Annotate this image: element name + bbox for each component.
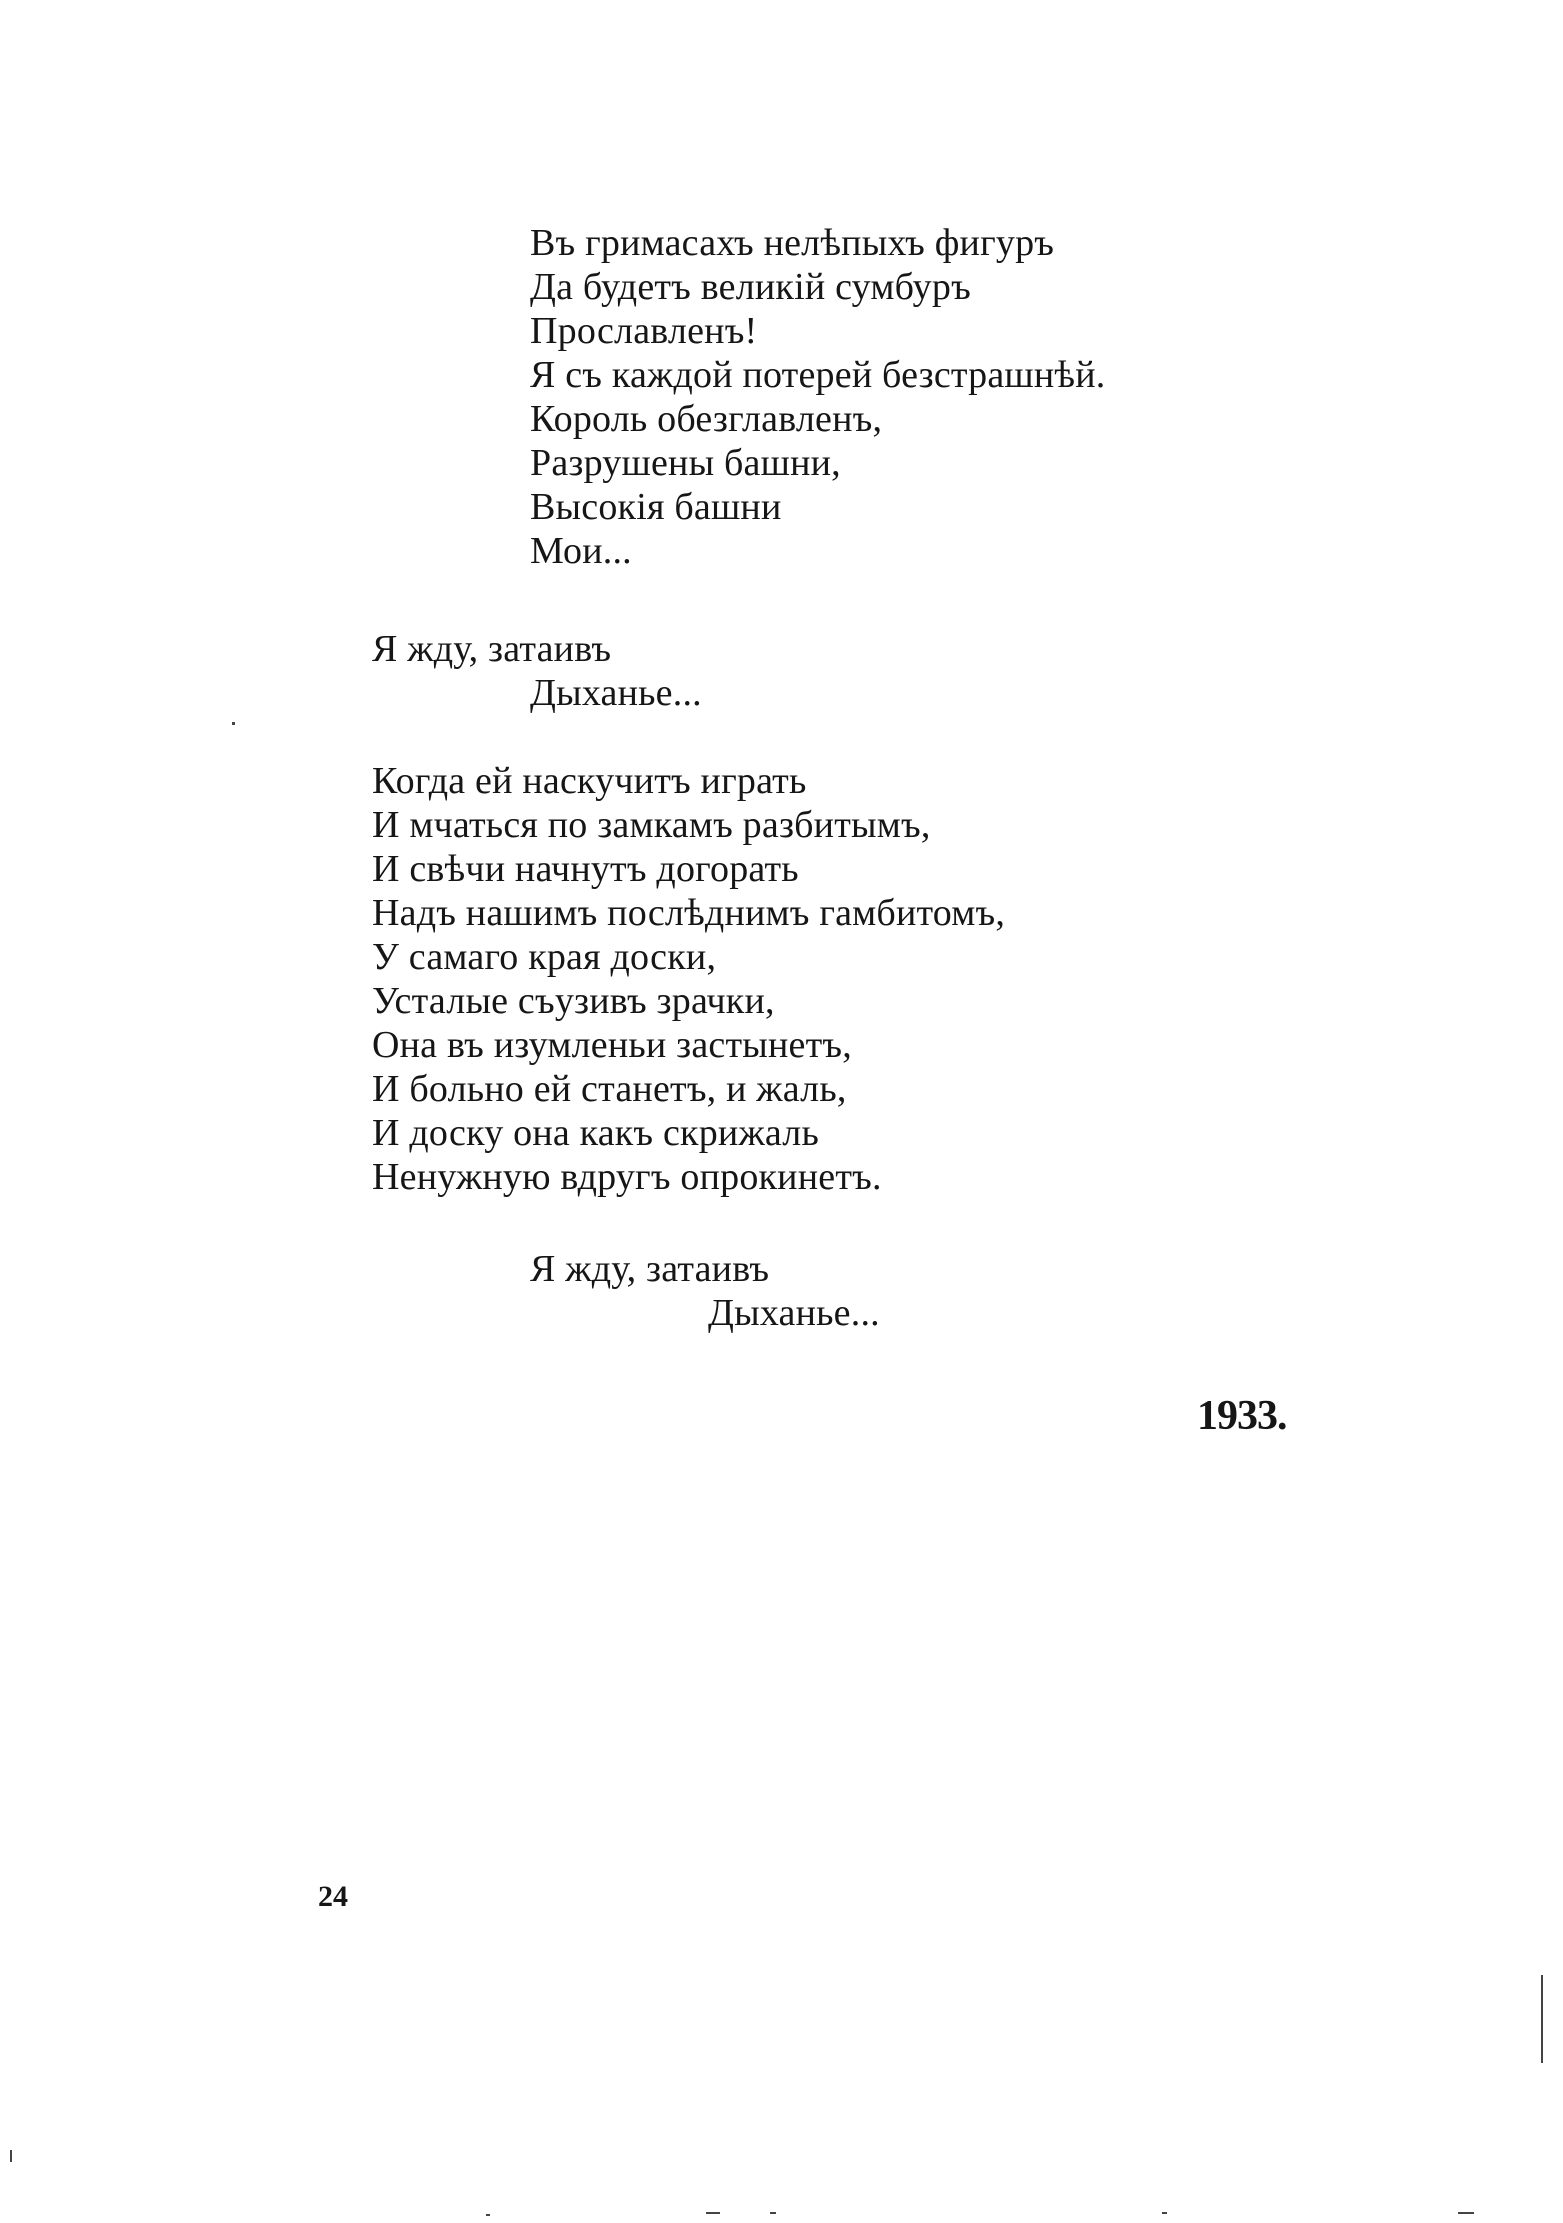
scan-speck — [232, 722, 235, 725]
refrain-1 — [372, 627, 702, 715]
verse-line: И мчаться по замкамъ разбитымъ, — [372, 804, 931, 846]
verse-line: Усталые съузивъ зрачки, — [372, 980, 775, 1022]
verse-line: Разрушены башни, — [530, 442, 841, 484]
verse-line: Прославленъ! — [530, 310, 758, 352]
verse-line: Она въ изумленьи застынетъ, — [372, 1024, 852, 1066]
refrain-line: Я жду, затаивъ — [372, 628, 612, 670]
verse-line: Въ гримасахъ нелѣпыхъ фигуръ — [530, 222, 1055, 264]
scan-speck — [486, 2214, 490, 2216]
refrain-line: Дыханье... — [530, 672, 702, 714]
verse-line: И свѣчи начнутъ догорать — [372, 848, 799, 890]
verse-line: И доску она какъ скрижаль — [372, 1112, 819, 1154]
verse-line: У самаго края доски, — [372, 936, 717, 978]
verse-line: Когда ей наскучитъ играть — [372, 760, 807, 802]
verse-line: Мои... — [530, 530, 632, 572]
refrain-line: Я жду, затаивъ — [530, 1248, 770, 1290]
refrain-line: Дыханье... — [708, 1292, 880, 1334]
verse-line: Надъ нашимъ послѣднимъ гамбитомъ, — [372, 892, 1006, 934]
scan-edge-line — [1541, 1975, 1543, 2063]
verse-line: Я съ каждой потерей безстрашнѣй. — [530, 354, 1106, 396]
scan-speck — [1458, 2212, 1474, 2214]
scan-speck — [706, 2212, 720, 2214]
poem-date: 1933. — [1197, 1393, 1287, 1439]
verse-line: Ненужную вдругъ опрокинетъ. — [372, 1156, 882, 1198]
scan-speck — [1162, 2212, 1167, 2214]
page-number: 24 — [318, 1880, 348, 1913]
verse-line: Высокія башни — [530, 486, 782, 528]
verse-line: И больно ей станетъ, и жаль, — [372, 1068, 847, 1110]
stanza-1 — [530, 221, 1106, 573]
scan-speck — [770, 2212, 776, 2214]
stanza-2 — [372, 759, 1005, 1199]
verse-line: Да будетъ великій сумбуръ — [530, 266, 971, 308]
scan-speck — [10, 2150, 12, 2162]
verse-line: Король обезглавленъ, — [530, 398, 883, 440]
refrain-2 — [530, 1247, 880, 1335]
